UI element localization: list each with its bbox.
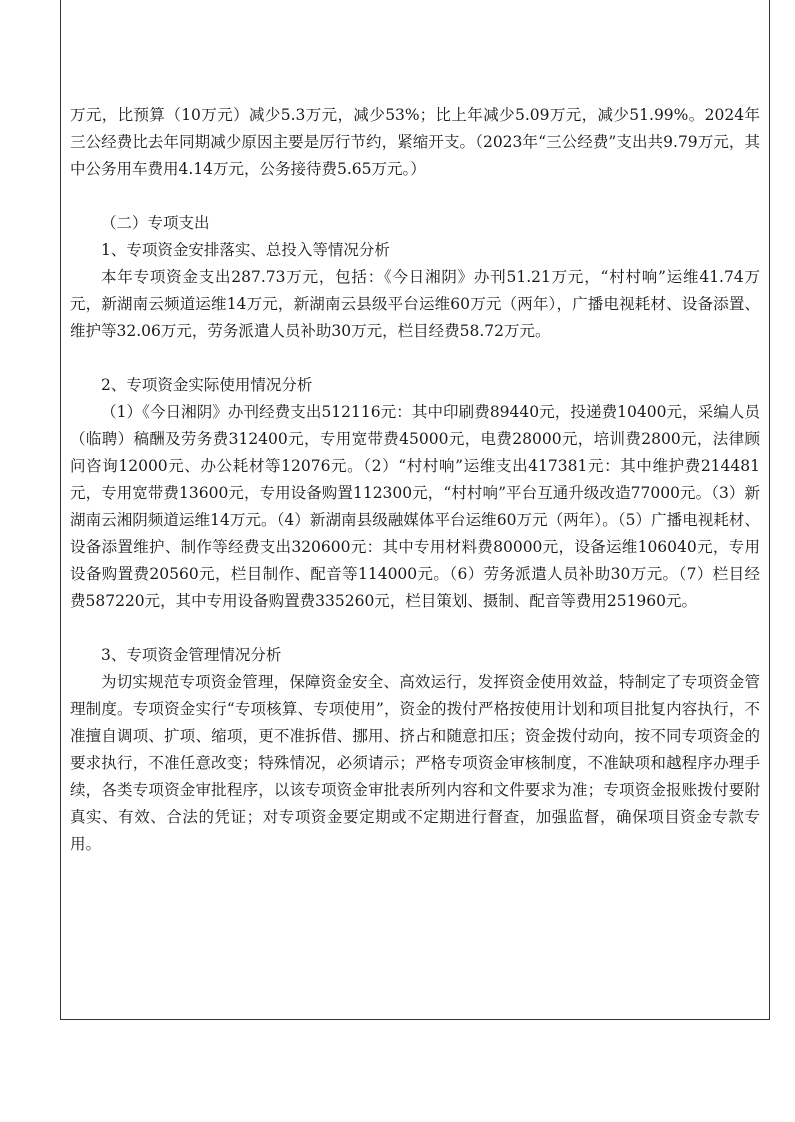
heading-special-expenditure: （二）专项支出 <box>101 214 210 232</box>
heading-fund-management: 3、专项资金管理情况分析 <box>101 646 282 664</box>
heading-fund-allocation: 1、专项资金安排落实、总投入等情况分析 <box>101 241 390 259</box>
paragraph-three-public-expenses: 万元，比预算（10万元）减少5.3万元，减少53%；比上年减少5.09万元，减少51.99%。2024年三公经费比去年同期减少原因主要是厉行节约，紧缩开支。（2023年“三公经费”支出共9.79万元，其中公务用车费用4.14万元，公务接待费5.65万元。） <box>70 106 760 178</box>
heading-fund-usage: 2、专项资金实际使用情况分析 <box>101 376 313 394</box>
paragraph-fund-allocation: 本年专项资金支出287.73万元，包括：《今日湘阴》办刊51.21万元，“村村响”运维41.74万元，新湖南云频道运维14万元，新湖南云县级平台运维60万元（两年），广播电视耗材、设备添置、维护等32.06万元，劳务派遣人员补助30万元，栏目经费58.72万元。 <box>70 268 760 340</box>
paragraph-gap <box>70 183 760 210</box>
paragraph-gap <box>70 615 760 642</box>
paragraph-gap <box>70 345 760 372</box>
paragraph-fund-management: 为切实规范专项资金管理，保障资金安全、高效运行，发挥资金使用效益，特制定了专项资金管理制度。专项资金实行“专项核算、专项使用”，资金的拨付严格按使用计划和项目批复内容执行，不准擅自调项、扩项、缩项，更不准拆借、挪用、挤占和随意扣压；资金拨付动向，按不同专项资金的要求执行，不准任意改变；特殊情况，必须请示；严格专项资金审核制度，不准缺项和越程序办理手续，各类专项资金审批程序，以该专项资金审批表所列内容和文件要求为准；专项资金报账拨付要附真实、有效、合法的凭证；对专项资金要定期或不定期进行督查，加强监督，确保项目资金专款专用。 <box>70 673 760 853</box>
document-body <box>70 102 760 858</box>
paragraph-fund-usage: （1）《今日湘阴》办刊经费支出512116元：其中印刷费89440元，投递费10400元，采编人员（临聘）稿酬及劳务费312400元，专用宽带费45000元，电费28000元，培训费2800元，法律顾问咨询12000元、办公耗材等12076元。（2）“村村响”运维支出417381元：其中维护费214481元，专用宽带费13600元，专用设备购置112300元，“村村响”平台互通升级改造77000元。（3）新湖南云湘阴频道运维14万元。（4）新湖南县级融媒体平台运维60万元（两年）。（5）广播电视耗材、设备添置维护、制作等经费支出320600元：其中专用材料费80000元，设备运维106040元，专用设备购置费20560元，栏目制作、配音等114000元。（6）劳务派遣人员补助30万元。（7）栏目经费587220元，其中专用设备购置费335260元，栏目策划、摄制、配音等费用251960元。 <box>70 403 760 610</box>
